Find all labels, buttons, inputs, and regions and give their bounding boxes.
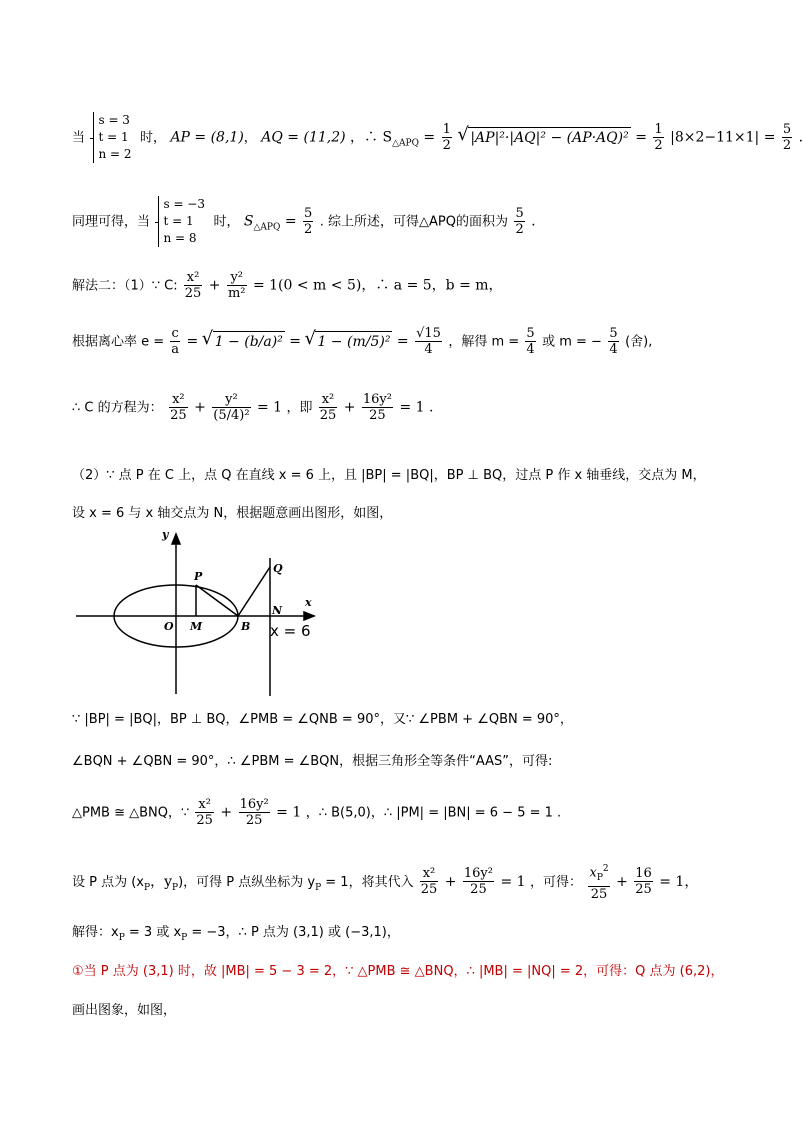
x-axis-arrow xyxy=(304,612,314,620)
area-radical: √ |AP|²·|AQ|² − (AP·AQ)² xyxy=(468,127,630,148)
diagram-svg xyxy=(72,528,322,696)
line-5: ∴ C 的方程为： $\frac{\text{x²}}{25}$ + $\frac{\text{y²}}{\text{(5/4)²}}$ = 1 ，即 $\frac{\text{x²}}{25}$ + $\frac{\text{16y²}}{25}$ = 1 . xyxy=(72,392,434,423)
label-n: N xyxy=(272,604,283,617)
line-7: 设 x = 6 与 x 轴交点为 N，根据题意画出图形，如图， xyxy=(72,506,393,521)
label-o: O xyxy=(164,620,174,633)
bq-segment xyxy=(238,567,270,616)
line-14: 画出图象，如图， xyxy=(72,1003,177,1018)
case-brace-2: s = −3 t = 1 n = 8 xyxy=(158,196,205,247)
label-q: Q xyxy=(273,562,283,575)
y-axis-arrow xyxy=(172,534,180,544)
line-11: 设 P 点为 ($x_P$，$y_P$)，可得 P 点纵坐标为 $y_P = 1$，将其代入 $\frac{\text{x²}}{25}$ + $\frac{\text{16y²}}{25}$ = 1 ，可得： $\frac{x_P^2}{25}$ + $\frac{16}{25}$ = 1， xyxy=(72,864,699,902)
label-m: M xyxy=(190,620,203,633)
line-3: 解法二：（1）∵ C: $\frac{\text{x²}}{25}$ + $\frac{\text{y²}}{\text{m²}}$ = 1(0 < m < 5)，∴ a = 5，b = m， xyxy=(72,270,503,301)
pb-segment xyxy=(196,585,238,616)
label-y: y xyxy=(162,528,169,541)
line-8: ∵ |BP| = |BQ|，BP ⊥ BQ，∠PMB = ∠QNB = 90°，又∵ ∠PBM + ∠QBN = 90°， xyxy=(72,712,573,727)
label-p: P xyxy=(194,570,203,583)
line-9: ∠BQN + ∠QBN = 90°，∴ ∠PBM = ∠BQN，根据三角形全等条件“AAS”，可得: xyxy=(72,754,553,769)
label-line-x6: x = 6 xyxy=(270,622,311,640)
label-b: B xyxy=(241,620,251,633)
case-brace-1: s = 3 t = 1 n = 2 xyxy=(93,112,131,163)
line-12: 解得：$x_P = 3$ 或 $x_P = -3$，∴ P 点为 (3,1) 或 (−3,1)， xyxy=(72,925,400,943)
line-2: 同理可得，当 s = −3 t = 1 n = 8 时， $S_{\triangle APQ}$ = $\frac{5}{2}$ . 综上所述，可得△APQ的面积为 $\frac{5}{2}$ . xyxy=(72,197,536,245)
line-13: ①当 P 点为 (3,1) 时，故 |MB| = 5 − 3 = 2，∵ △PMB ≅ △BNQ，∴ |MB| = |NQ| = 2，可得：Q 点为 (6,2)， xyxy=(72,964,724,979)
label-x: x xyxy=(305,596,312,609)
line-6: （2）∵ 点 P 在 C 上，点 Q 在直线 x = 6 上，且 |BP| = |BQ|，BP ⊥ BQ，过点 P 作 x 轴垂线，交点为 M， xyxy=(72,468,706,483)
line-1: 当 s = 3 t = 1 n = 2 时， AP = (8,1)， AQ = (11,2) ，∴ $S_{\triangle APQ}$ = $\frac{1}{2}$ √ |AP|²·|AQ|² − (AP·AQ)² = $\frac{1}{2}$ |8×2−11×1| = $\frac{5}{2}$ . xyxy=(72,112,803,163)
ellipse-diagram xyxy=(72,528,322,696)
line-4: 根据离心率 e = $\frac{c}{a}$ = √ 1 − (b/a)² = √ 1 − (m/5)² = $\frac{√15}{4}$ ，解得 m = $\frac{5}{4}$ 或 m = − $\frac{5}{4}$ (舍), xyxy=(72,326,652,357)
line-10: △PMB ≅ △BNQ，∵ $\frac{\text{x²}}{25}$ + $\frac{\text{16y²}}{25}$ = 1 ，∴ B(5,0)，∴ |PM| = |BN| = 6 − 5 = 1 . xyxy=(72,797,562,828)
